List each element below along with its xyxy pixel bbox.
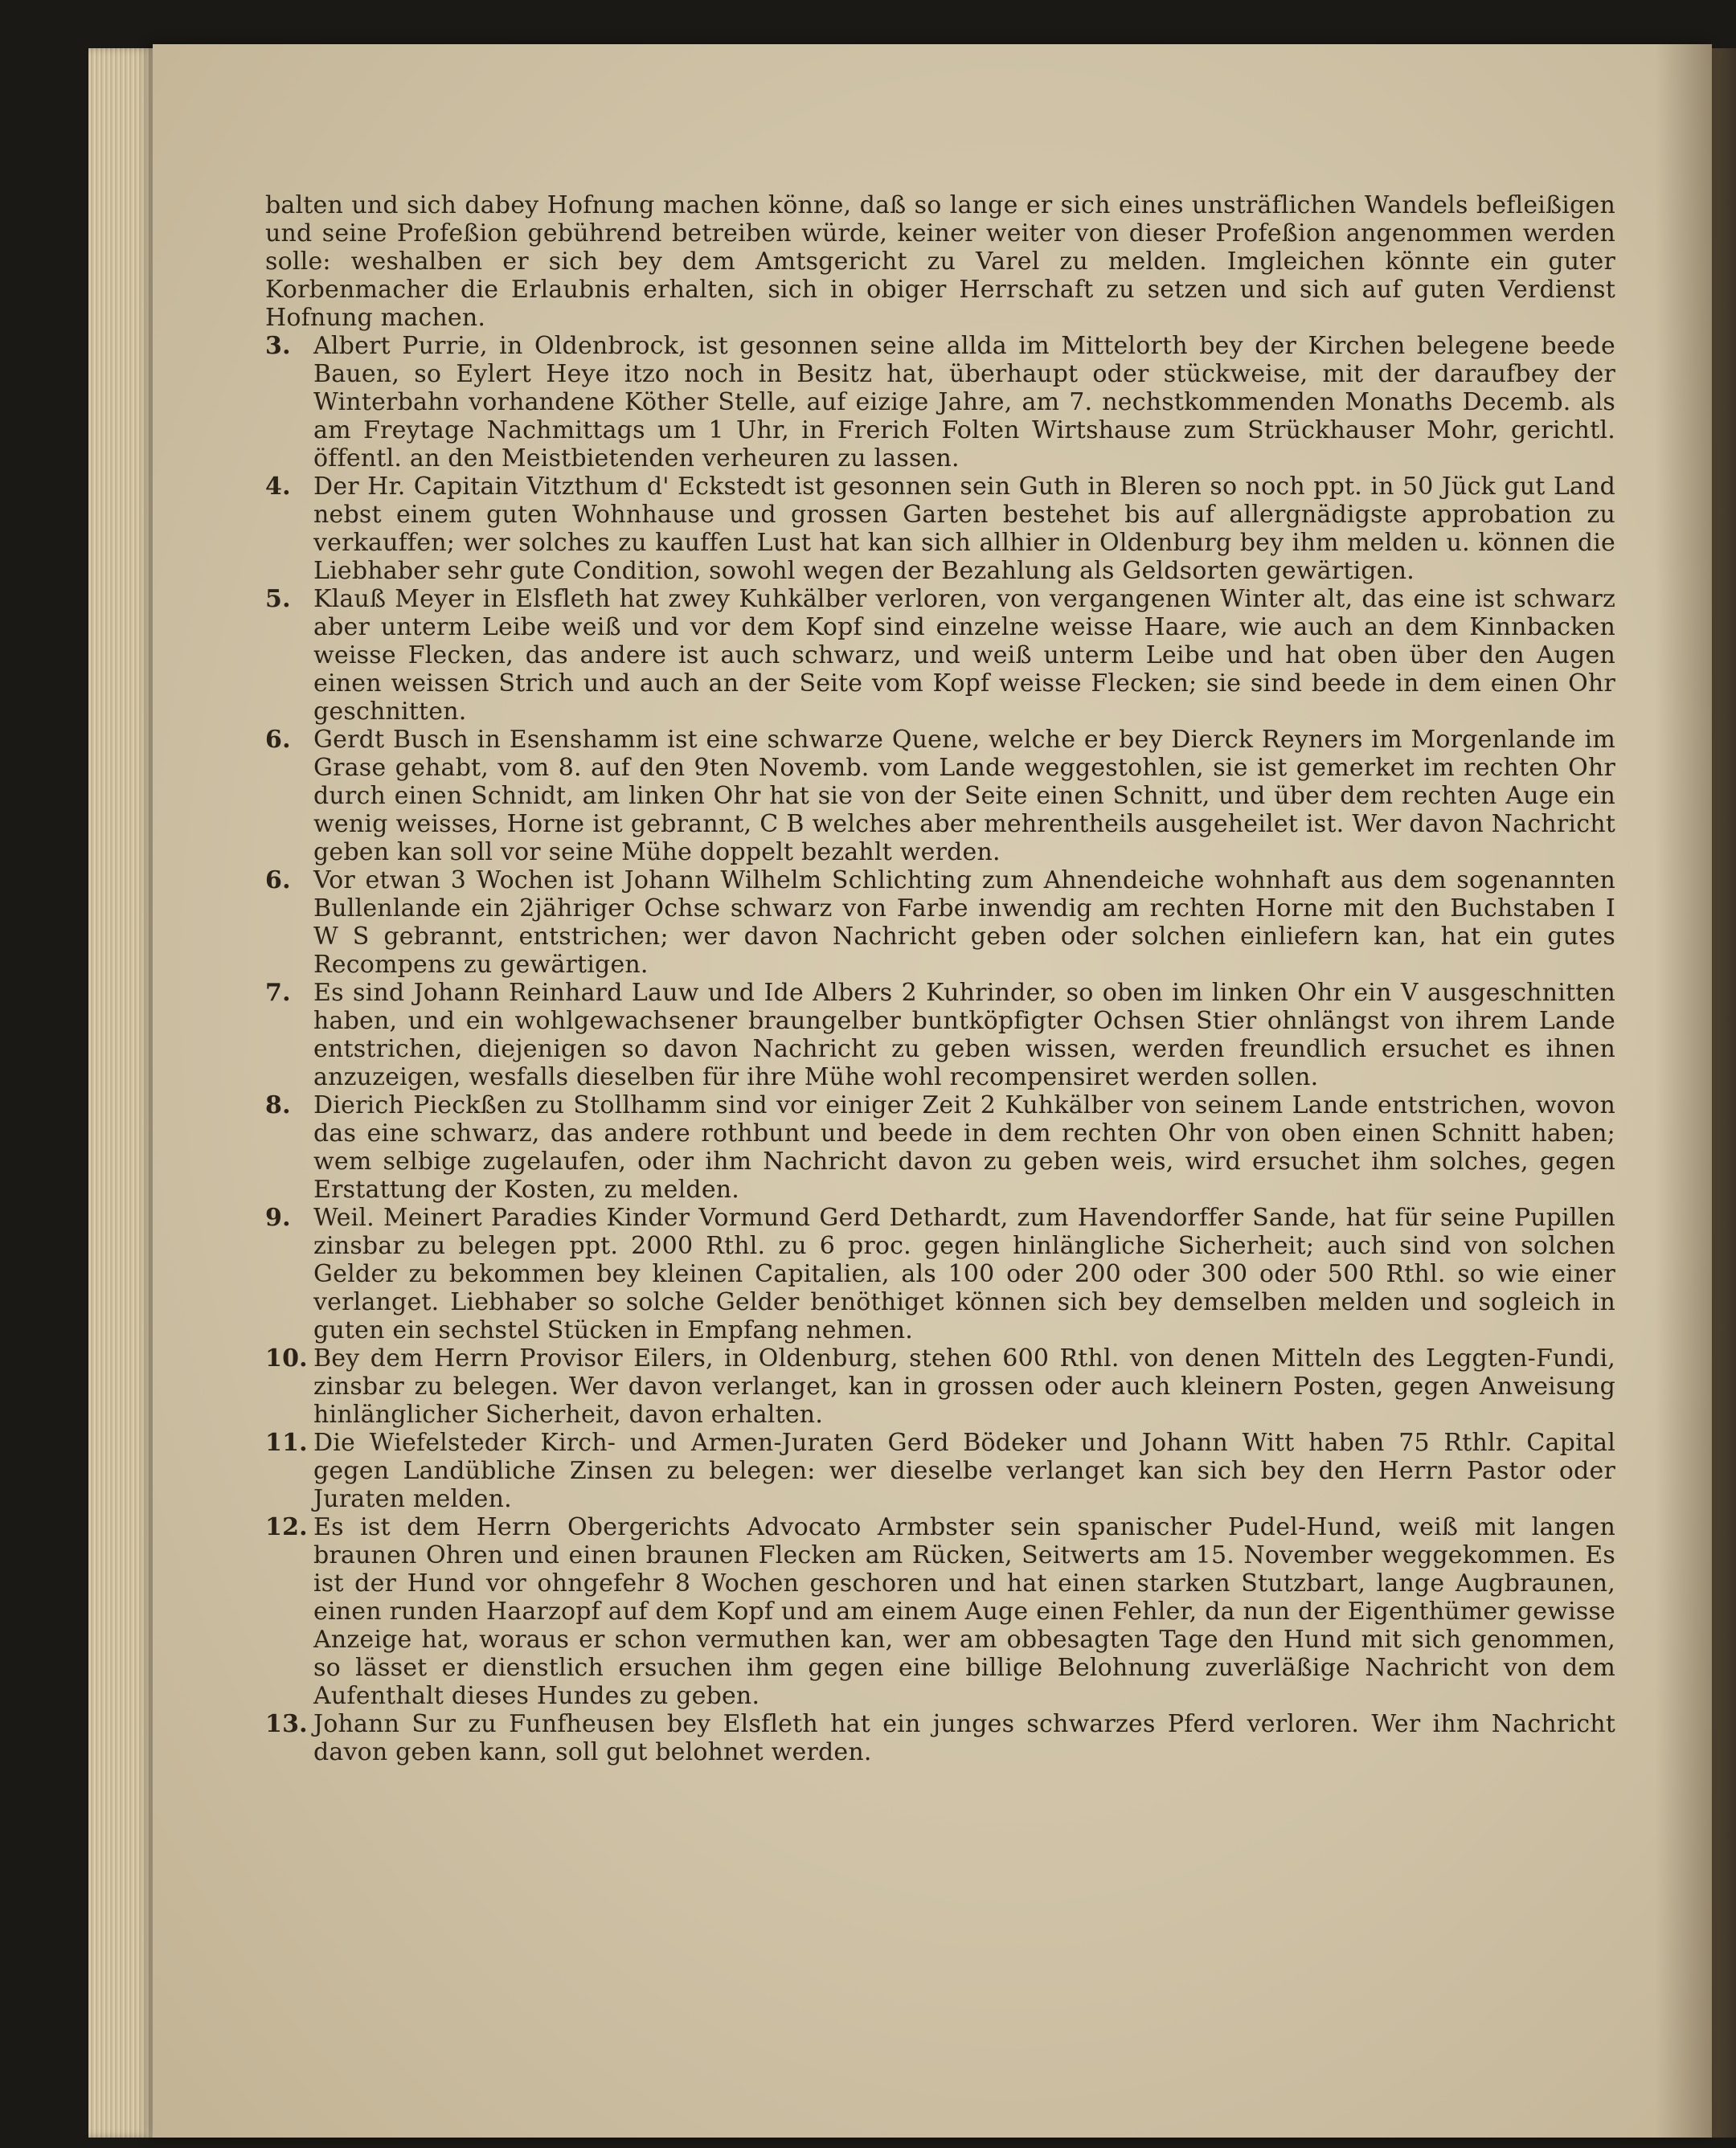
notice-entry <box>265 1429 1615 1513</box>
notice-entry <box>265 1513 1615 1710</box>
page-text-block <box>265 191 1615 1766</box>
notice-entry <box>265 1091 1615 1204</box>
entry-text: Der Hr. Capitain Vitzthum d' Eckstedt ist gesonnen sein Guth in Bleren so noch ppt. in 50 Jück gut Land nebst einem guten Wohnhause und grossen Garten bestehet bis auf allergnädigste approbation zu verkauffen; wer solches zu kauffen Lust hat kan sich allhier in Oldenburg bey ihm melden u. können die Liebhaber sehr gute Condition, sowohl wegen der Bezahlung als Geldsorten gewärtigen. <box>313 473 1615 585</box>
entry-number: 8. <box>265 1091 291 1119</box>
entry-number: 11. <box>265 1429 308 1457</box>
notice-entry <box>265 1344 1615 1429</box>
entry-number: 5. <box>265 585 291 613</box>
entry-number: 12. <box>265 1513 308 1541</box>
notice-entry <box>265 726 1615 866</box>
entry-text: Dierich Pieckßen zu Stollhamm sind vor einiger Zeit 2 Kuhkälber von seinem Lande entstrichen, wovon das eine schwarz, das andere rothbunt und beede in dem rechten Ohr von oben einen Schnitt haben; wem selbige zugelaufen, oder ihm Nachricht davon zu geben weis, wird ersuchet ihm solches, gegen Erstattung der Kosten, zu melden. <box>313 1091 1615 1204</box>
entry-number: 13. <box>265 1710 308 1738</box>
notice-entry <box>265 866 1615 979</box>
entry-number: 3. <box>265 332 291 360</box>
notice-entry <box>265 1204 1615 1344</box>
notice-entry <box>265 585 1615 726</box>
entry-text: Klauß Meyer in Elsfleth hat zwey Kuhkälber verloren, von vergangenen Winter alt, das eine ist schwarz aber unterm Leibe weiß und vor dem Kopf sind einzelne weisse Haare, wie auch an dem Kinnbacken weisse Flecken, das andere ist auch schwarz, und weiß unterm Leibe und hat oben über den Augen einen weissen Strich und auch an der Seite vom Kopf weisse Flecken; sie sind beede in dem einen Ohr geschnitten. <box>313 585 1615 726</box>
notice-entry <box>265 473 1615 585</box>
entry-text: Die Wiefelsteder Kirch- und Armen-Juraten Gerd Bödeker und Johann Witt haben 75 Rthlr. Capital gegen Landübliche Zinsen zu belegen: wer dieselbe verlanget kan sich bey den Herrn Pastor oder Juraten melden. <box>313 1429 1615 1513</box>
entry-number: 7. <box>265 979 291 1007</box>
entry-number: 6. <box>265 866 291 894</box>
intro-paragraph: balten und sich dabey Hofnung machen könne, daß so lange er sich eines unsträflichen Wandels befleißigen und seine Profeßion gebührend betreiben würde, keiner weiter von dieser Profeßion angenommen werden solle: weshalben er sich bey dem Amtsgericht zu Varel zu melden. Imgleichen könnte ein guter Korbenmacher die Erlaubnis erhalten, sich in obiger Herrschaft zu setzen und sich auf guten Verdienst Hofnung machen. <box>265 191 1615 332</box>
notice-entry <box>265 332 1615 473</box>
entry-text: Albert Purrie, in Oldenbrock, ist gesonnen seine allda im Mittelorth bey der Kirchen belegene beede Bauen, so Eylert Heye itzo noch in Besitz hat, überhaupt oder stückweise, mit der daraufbey der Winterbahn vorhandene Köther Stelle, auf eizige Jahre, am 7. nechstkommenden Monaths Decemb. als am Freytage Nachmittags um 1 Uhr, in Frerich Folten Wirtshause zum Strückhauser Mohr, gerichtl. öffentl. an den Meistbietenden verheuren zu lassen. <box>313 332 1615 473</box>
entry-text: Es ist dem Herrn Obergerichts Advocato Armbster sein spanischer Pudel-Hund, weiß mit langen braunen Ohren und einen braunen Flecken am Rücken, Seitwerts am 15. November weggekommen. Es ist der Hund vor ohngefehr 8 Wochen geschoren und hat einen starken Stutzbart, lange Augbraunen, einen runden Haarzopf auf dem Kopf und am einem Auge einen Fehler, da nun der Eigenthümer gewisse Anzeige hat, woraus er schon vermuthen kan, wer am obbesagten Tage den Hund mit sich genommen, so lässet er dienstlich ersuchen ihm gegen eine billige Belohnung zuverläßige Nachricht von dem Aufenthalt dieses Hundes zu geben. <box>313 1513 1615 1710</box>
entry-text: Johann Sur zu Funfheusen bey Elsfleth hat ein junges schwarzes Pferd verloren. Wer ihm Nachricht davon geben kann, soll gut belohnet werden. <box>313 1710 1615 1766</box>
entry-number: 9. <box>265 1204 291 1232</box>
entry-text: Weil. Meinert Paradies Kinder Vormund Gerd Dethardt, zum Havendorffer Sande, hat für seine Pupillen zinsbar zu belegen ppt. 2000 Rthl. zu 6 proc. gegen hinlängliche Sicherheit; auch sind von solchen Gelder zu bekommen bey kleinen Capitalien, als 100 oder 200 oder 300 oder 500 Rthl. so wie einer verlanget. Liebhaber so solche Gelder benöthiget können sich bey demselben melden und sogleich in guten ein sechstel Stücken in Empfang nehmen. <box>313 1204 1615 1344</box>
entry-text: Bey dem Herrn Provisor Eilers, in Oldenburg, stehen 600 Rthl. von denen Mitteln des Leggten-Fundi, zinsbar zu belegen. Wer davon verlanget, kan in grossen oder auch kleinern Posten, gegen Anweisung hinlänglicher Sicherheit, davon erhalten. <box>313 1344 1615 1429</box>
notice-entry <box>265 1710 1615 1766</box>
entry-number: 4. <box>265 473 291 501</box>
entry-text: Gerdt Busch in Esenshamm ist eine schwarze Quene, welche er bey Dierck Reyners im Morgenlande im Grase gehabt, vom 8. auf den 9ten Novemb. vom Lande weggestohlen, sie ist gemerket im rechten Ohr durch einen Schnidt, am linken Ohr hat sie von der Seite einen Schnitt, und über dem rechten Auge ein wenig weisses, Horne ist gebrannt, C B welches aber mehrentheils ausgeheilet ist. Wer davon Nachricht geben kan soll vor seine Mühe doppelt bezahlt werden. <box>313 726 1615 866</box>
entry-text: Es sind Johann Reinhard Lauw und Ide Albers 2 Kuhrinder, so oben im linken Ohr ein V ausgeschnitten haben, und ein wohlgewachsener braungelber buntköpfigter Ochsen Stier ohnlängst von ihrem Lande entstrichen, diejenigen so davon Nachricht zu geben wissen, werden freundlich ersuchet es ihnen anzuzeigen, wesfalls dieselben für ihre Mühe wohl recompensiret werden sollen. <box>313 979 1615 1091</box>
entry-number: 10. <box>265 1344 308 1373</box>
gutter-shadow <box>1656 44 1712 2138</box>
entry-text: Vor etwan 3 Wochen ist Johann Wilhelm Schlichting zum Ahnendeiche wohnhaft aus dem sogenannten Bullenlande ein 2jähriger Ochse schwarz von Farbe inwendig am rechten Horne mit den Buchstaben I W S gebrannt, entstrichen; wer davon Nachricht geben oder solchen einliefern kan, hat ein gutes Recompens zu gewärtigen. <box>313 866 1615 979</box>
entry-number: 6. <box>265 726 291 754</box>
notice-entry <box>265 979 1615 1091</box>
